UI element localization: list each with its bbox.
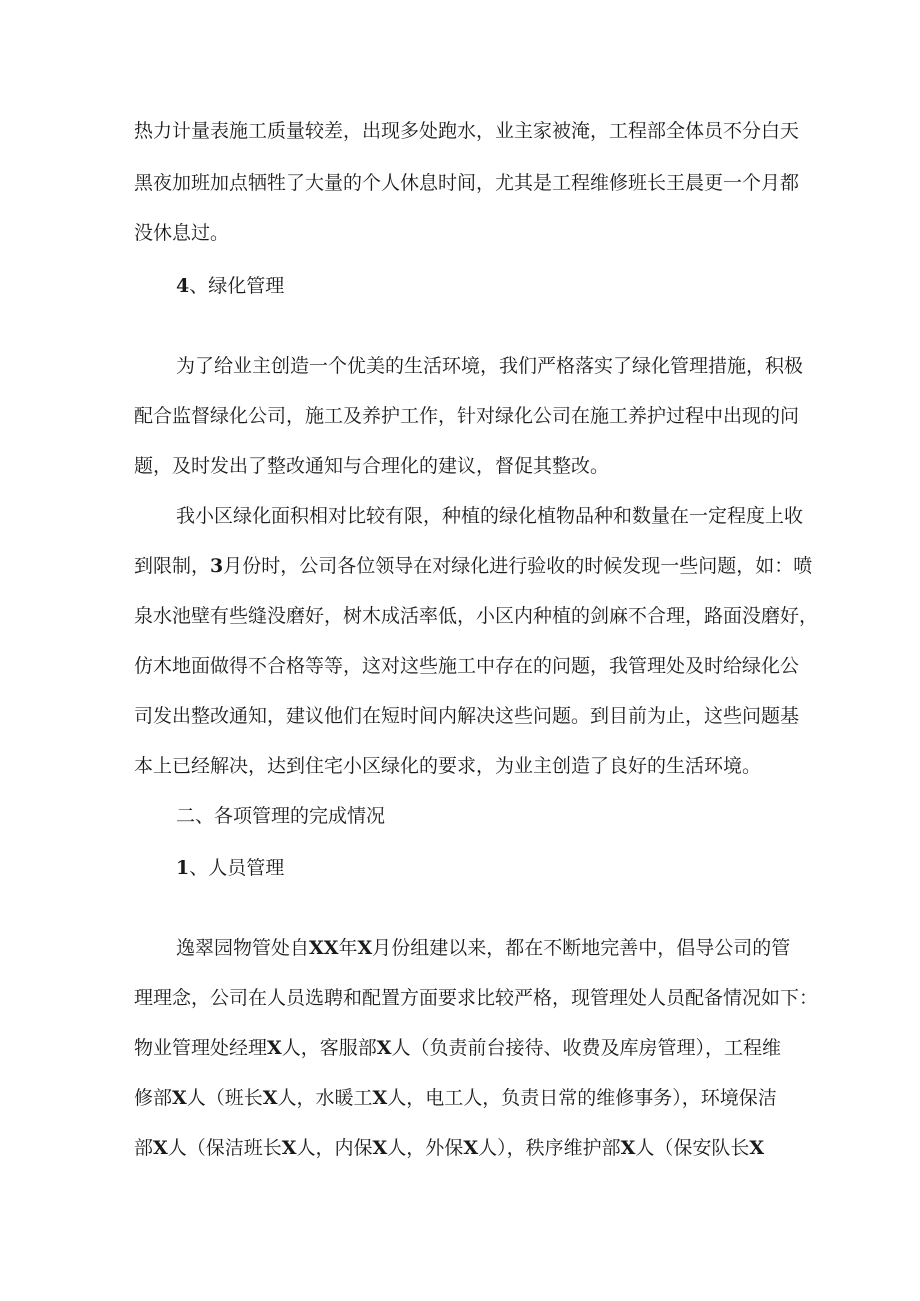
heading-number: 4 — [176, 275, 190, 297]
line-segment: 物业管理处经理 — [134, 1037, 268, 1059]
line-text: 为了给业主创造一个优美的生活环境，我们严格落实了绿化管理措施，积极 — [176, 355, 804, 377]
line-segment: 月份时，公司各位领导在对绿化进行验收的时候发现一些问题，如：喷 — [223, 555, 813, 577]
line-segment: 月份组建以来，都在不断地完善中，倡导公司的管 — [372, 937, 791, 959]
heading-number: 1 — [176, 857, 190, 879]
line-text: 配合监督绿化公司，施工及养护工作，针对绿化公司在施工养护过程中出现的问 — [134, 405, 800, 427]
line-text: 仿木地面做得不合格等等，这对这些施工中存在的问题，我管理处及时给绿化公 — [134, 655, 800, 677]
line-segment: 逸翠园物管处自 — [176, 937, 310, 959]
line-segment: 人（保洁班长 — [167, 1137, 282, 1159]
line-segment-bold: X — [376, 1037, 392, 1059]
line-segment-bold: X — [153, 1137, 168, 1159]
line-text: 我小区绿化面积相对比较有限，种植的绿化植物品种和数量在一定程度上收 — [176, 505, 804, 527]
line-segment-bold: X — [620, 1137, 636, 1159]
line-segment: 人（保安队长 — [635, 1137, 750, 1159]
line-text: 司发出整改通知，建议他们在短时间内解决这些问题。到目前为止，这些问题基 — [134, 705, 800, 727]
line-segment-bold: 3 — [210, 555, 224, 577]
line-segment-bold: X — [267, 1037, 282, 1059]
line-segment: 人），秩序维护部 — [478, 1137, 621, 1159]
line-text: 题，及时发出了整改通知与合理化的建议，督促其整改。 — [134, 455, 610, 477]
line-segment: 年 — [338, 937, 358, 959]
line-segment-bold: XX — [309, 937, 339, 959]
line-segment: 人，电工人，负责日常的维修事务），环境保洁 — [387, 1087, 777, 1109]
heading-separator: 、 — [189, 275, 209, 297]
line-segment-bold: X — [357, 937, 373, 959]
line-text: 没休息过。 — [134, 222, 230, 244]
line-text: 热力计量表施工质量较差，出现多处跑水，业主家被淹，工程部全体员不分白天 — [134, 120, 800, 142]
line-segment: 人，客服部 — [281, 1037, 377, 1059]
line-segment-bold: X — [749, 1137, 765, 1159]
line-text: 理理念，公司在人员选聘和配置方面要求比较严格，现管理处人员配备情况如下： — [134, 987, 819, 1009]
line-text: 黑夜加班加点牺牲了大量的个人休息时间，尤其是工程维修班长王晨更一个月都 — [134, 172, 800, 194]
line-segment: 人（班长 — [186, 1087, 263, 1109]
line-segment-bold: X — [372, 1087, 388, 1109]
line-text: 本上已经解决，达到住宅小区绿化的要求，为业主创造了良好的生活环境。 — [134, 755, 762, 777]
line-segment-bold: X — [262, 1087, 278, 1109]
line-segment: 人，外保 — [387, 1137, 464, 1159]
section-title-text: 二、各项管理的完成情况 — [176, 805, 386, 827]
heading-title: 绿化管理 — [208, 275, 285, 297]
line-segment: 到限制， — [134, 555, 211, 577]
line-segment: 修部 — [134, 1087, 173, 1109]
line-text: 泉水池壁有些缝没磨好，树木成活率低，小区内种植的剑麻不合理，路面没磨好， — [134, 605, 819, 627]
line-segment-bold: X — [372, 1137, 388, 1159]
heading-title: 人员管理 — [208, 857, 285, 879]
line-segment-bold: X — [281, 1137, 297, 1159]
line-segment-bold: X — [463, 1137, 479, 1159]
heading-separator: 、 — [189, 857, 209, 879]
line-segment: 人，水暖工 — [277, 1087, 373, 1109]
line-segment-bold: X — [172, 1087, 187, 1109]
line-segment: 部 — [134, 1137, 154, 1159]
line-segment: 人，内保 — [296, 1137, 373, 1159]
line-segment: 人（负责前台接待、收费及库房管理），工程维 — [391, 1037, 782, 1059]
